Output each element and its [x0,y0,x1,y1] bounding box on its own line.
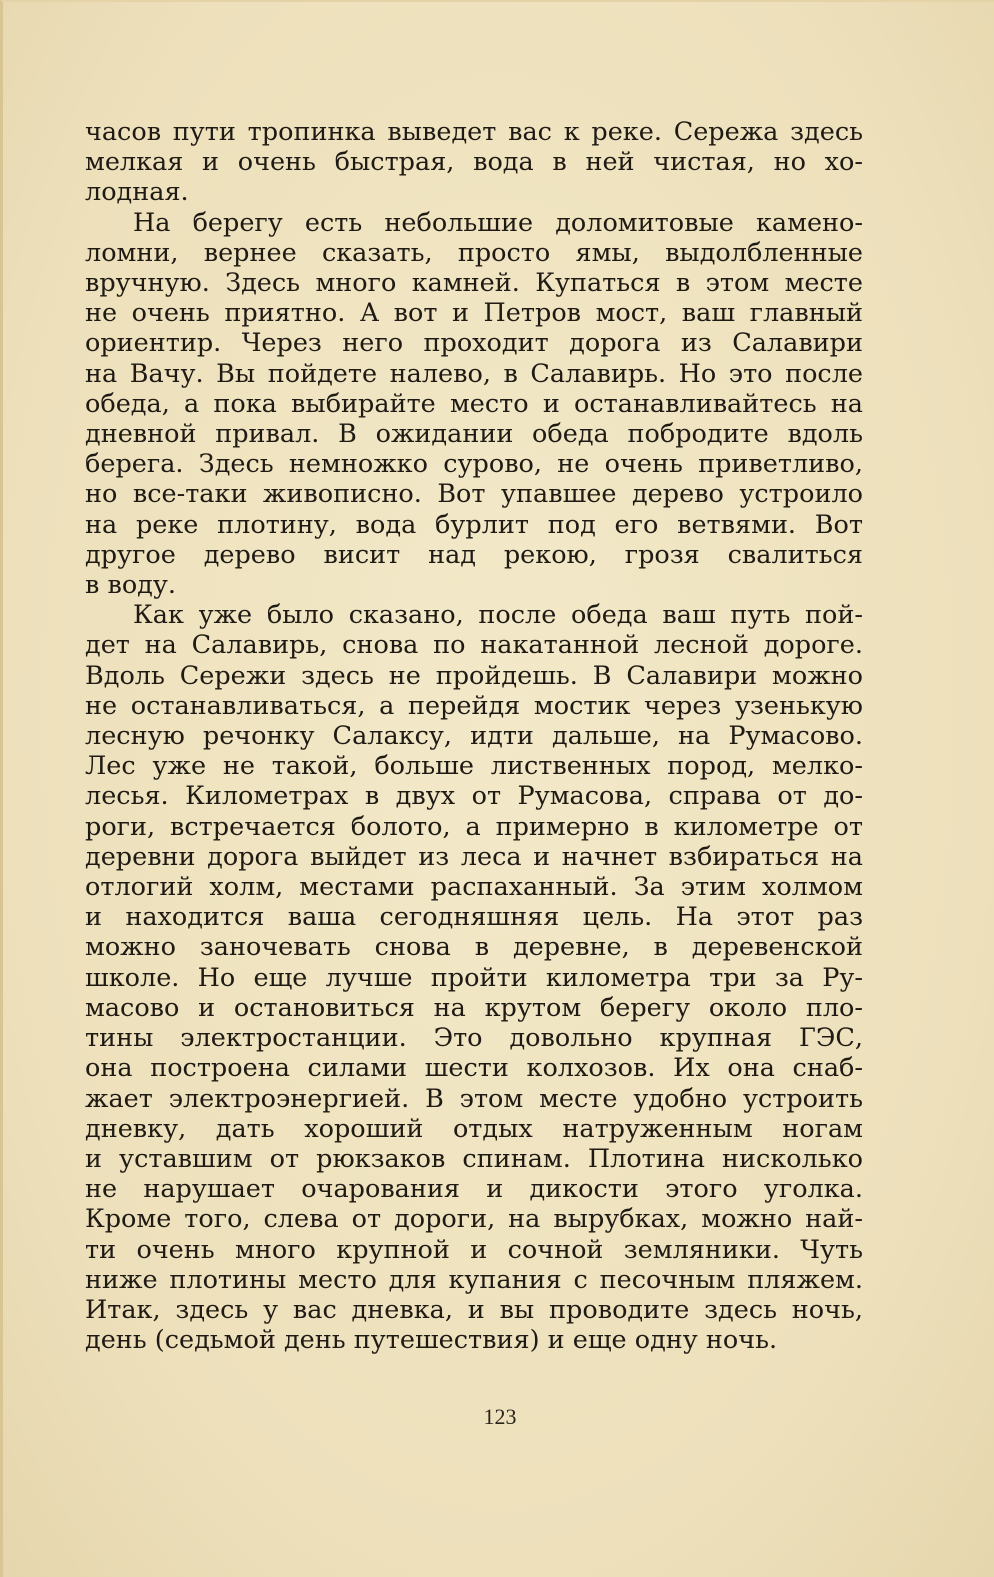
text-line: не очень приятно. А вот и Петров мост, ваш главный [85,298,863,329]
text-line: Лес уже не такой, больше лиственных пород, мелко- [85,751,863,782]
text-line: отлогий холм, местами распаханный. За этим холмом [85,872,863,903]
text-line: школе. Но еще лучше пройти километра три за Ру- [85,962,863,993]
text-line: ломни, вернее сказать, просто ямы, выдолбленные [85,237,863,268]
text-line: жает электроэнергией. В этом месте удобно устроить [85,1083,863,1114]
text-line: ниже плотины место для купания с песочным пляжем. [85,1264,863,1295]
text-line: На берегу есть небольшие доломитовые камено- [133,207,863,238]
text-line: она построена силами шести колхозов. Их она снаб- [85,1053,863,1084]
text-line: на Вачу. Вы пойдете налево, в Салавирь. Но это после [85,358,863,389]
text-line: лодная. [85,177,189,208]
text-line: но все-таки живописно. Вот упавшее дерево устроило [85,479,863,510]
text-line: обеда, а пока выбирайте место и останавливайтесь на [85,388,863,419]
text-line: берега. Здесь немножко сурово, не очень приветливо, [85,449,863,480]
text-line: дневку, дать хороший отдых натруженным ногам [85,1113,863,1144]
text-line: в воду. [85,570,176,601]
text-line: ти очень много крупной и сочной земляники. Чуть [85,1234,863,1265]
text-line: ориентир. Через него проходит дорога из Салавири [85,328,863,359]
text-line: Как уже было сказано, после обеда ваш путь пой- [133,600,863,631]
body-text [85,117,863,1355]
text-line: не нарушает очарования и дикости этого уголка. [85,1174,863,1205]
text-line: день (седьмой день путешествия) и еще одну ночь. [85,1325,778,1356]
text-line: на реке плотину, вода бурлит под его ветвями. Вот [85,509,863,540]
text-line: и находится ваша сегодняшняя цель. На этот раз [85,902,863,933]
text-line: мелкая и очень быстрая, вода в ней чистая, но хо- [85,147,863,178]
text-line: Вдоль Сережи здесь не пройдешь. В Салавири можно [85,660,863,691]
text-line: Кроме того, слева от дороги, на вырубках, можно най- [85,1204,863,1235]
text-line: деревни дорога выйдет из леса и начнет взбираться на [85,841,863,872]
text-line: Итак, здесь у вас дневка, и вы проводите здесь ночь, [85,1294,863,1325]
text-line: лесья. Километрах в двух от Румасова, справа от до- [85,781,863,812]
text-line: другое дерево висит над рекою, грозя свалиться [85,539,863,570]
paragraph-3 [85,600,863,1355]
text-line: часов пути тропинка выведет вас к реке. Сережа здесь [85,117,863,147]
text-line: можно заночевать снова в деревне, в деревенской [85,932,863,963]
text-line: лесную речонку Салаксу, идти дальше, на Румасово. [85,721,863,752]
paragraph-2 [85,208,863,601]
text-line: масово и остановиться на крутом берегу около пло- [85,992,863,1023]
text-line: и уставшим от рюкзаков спинам. Плотина нисколько [85,1143,863,1174]
text-line: дневной привал. В ожидании обеда побродите вдоль [85,419,863,450]
paragraph-1 [85,117,863,208]
text-line: тины электростанции. Это довольно крупная ГЭС, [85,1023,863,1054]
text-line: вручную. Здесь много камней. Купаться в этом месте [85,268,863,299]
text-line: роги, встречается болото, а примерно в километре от [85,811,863,842]
page-number: 123 [483,1404,517,1429]
text-line: дет на Салавирь, снова по накатанной лесной дороге. [85,630,863,661]
text-line: не останавливаться, а перейдя мостик через узенькую [85,690,863,721]
